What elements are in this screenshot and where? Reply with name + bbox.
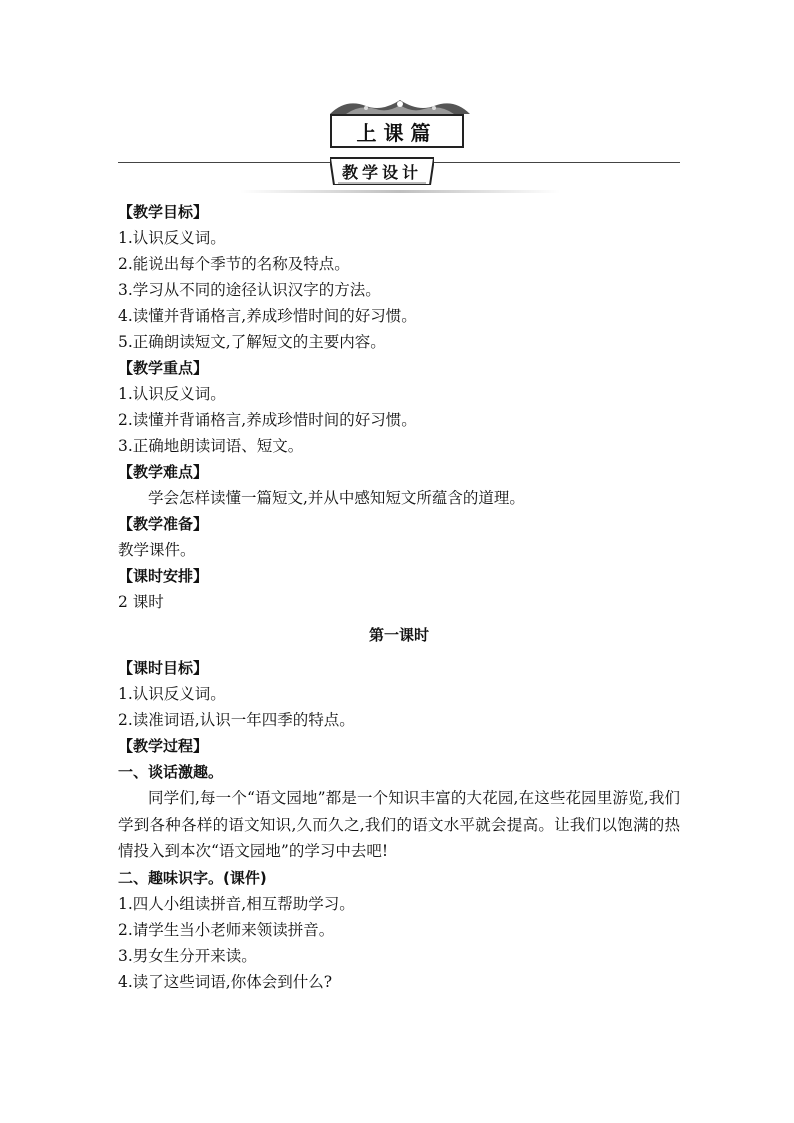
prep-text: 教学课件。: [118, 541, 196, 559]
step2-item: 4.读了这些词语,你体会到什么?: [118, 972, 333, 991]
key-item: 2.读懂并背诵格言,养成珍惜时间的好习惯。: [118, 411, 417, 429]
document-body: [118, 199, 680, 995]
key-heading: 【教学重点】: [118, 359, 209, 377]
process-heading: 【教学过程】: [118, 737, 209, 755]
lesson-goal-item: 2.读准词语,认识一年四季的特点。: [118, 711, 355, 729]
difficulty-text: 学会怎样读懂一篇短文,并从中感知短文所蕴含的道理。: [148, 489, 525, 507]
key-item: 3.正确地朗读词语、短文。: [118, 437, 304, 455]
step2-item: 3.男女生分开来读。: [118, 946, 257, 965]
step1-paragraph: 同学们,每一个“语文园地”都是一个知识丰富的大花园,在这些花园里游览,我们学到各种各样的语文知识,久而久之,我们的语文水平就会提高。让我们以饱满的热情投入到本次“语文园地”的学习中去吧!: [118, 789, 680, 860]
section-tab-label: 教学设计: [341, 162, 422, 182]
header-shadow: [240, 190, 560, 193]
lesson-title: 第一课时: [368, 626, 429, 644]
step2-title: 二、趣味识字。(课件): [118, 868, 267, 887]
step2-item: 2.请学生当小老师来领读拼音。: [118, 920, 335, 939]
goals-heading: 【教学目标】: [118, 203, 209, 221]
lesson-goals-heading: 【课时目标】: [118, 659, 209, 677]
difficulty-heading: 【教学难点】: [118, 463, 209, 481]
schedule-heading: 【课时安排】: [118, 567, 209, 585]
goal-item: 2.能说出每个季节的名称及特点。: [118, 255, 350, 273]
goal-item: 1.认识反义词。: [118, 229, 226, 247]
step2-item: 1.四人小组读拼音,相互帮助学习。: [118, 894, 355, 913]
step1-title: 一、谈话激趣。: [118, 763, 224, 781]
schedule-text: 2 课时: [118, 593, 164, 611]
prep-heading: 【教学准备】: [118, 515, 209, 533]
goal-item: 3.学习从不同的途径认识汉字的方法。: [118, 281, 381, 299]
goal-item: 4.读懂并背诵格言,养成珍惜时间的好习惯。: [118, 307, 417, 325]
key-item: 1.认识反义词。: [118, 385, 226, 403]
lesson-goal-item: 1.认识反义词。: [118, 685, 226, 703]
goal-item: 5.正确朗读短文,了解短文的主要内容。: [118, 333, 386, 351]
section-title: 上课篇: [330, 114, 464, 148]
